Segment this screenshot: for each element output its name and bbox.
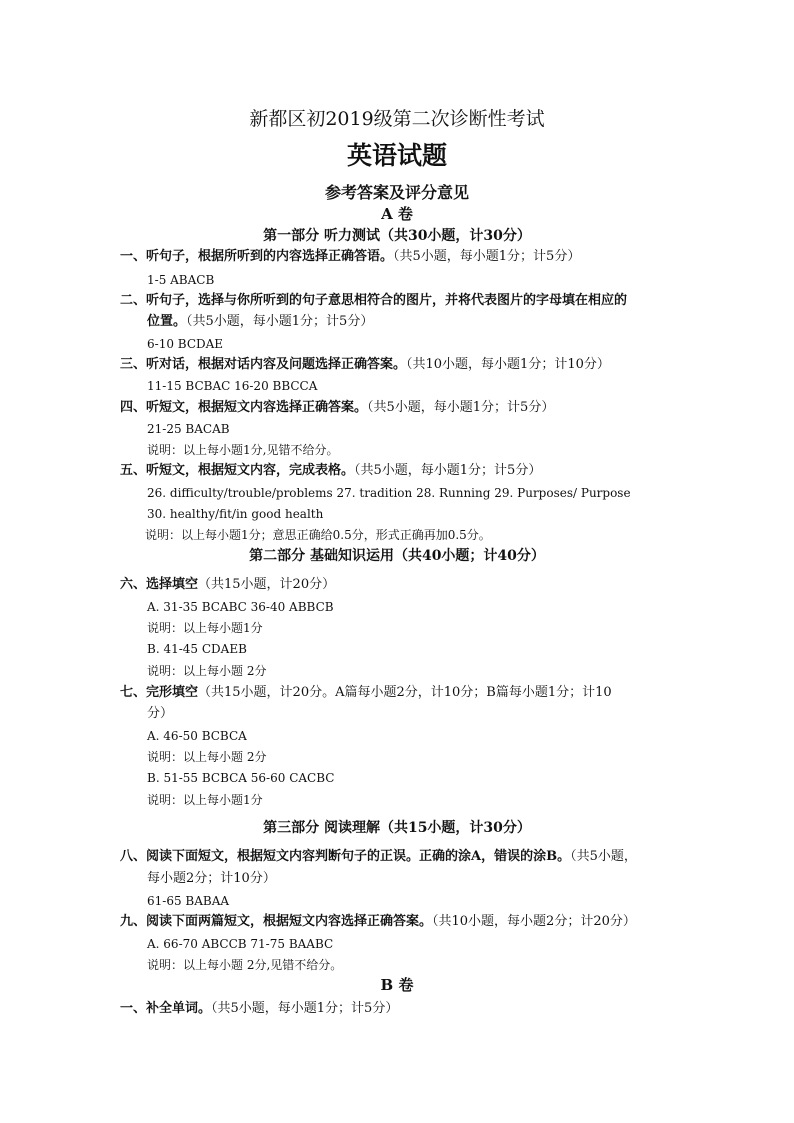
section-3-title: 三、听对话，根据对话内容及问题选择正确答案。	[120, 357, 407, 372]
section-6-answer-a: A. 31-35 BCABC 36-40 ABBCB	[147, 600, 334, 614]
section-1-answer: 1-5 ABACB	[147, 273, 215, 287]
section-1-question	[120, 248, 580, 266]
section-6-answer-b: B. 41-45 CDAEB	[147, 642, 247, 656]
section-2-answer: 6-10 BCDAE	[147, 337, 224, 351]
section-6-title: 六、选择填空	[120, 577, 199, 592]
section-8-answer: 61-65 BABAA	[147, 894, 230, 908]
section-6-score: （共15小题，计20分）	[198, 577, 336, 592]
section-7-note-b: 说明：以上每小题1分	[147, 793, 263, 807]
section-5-score: （共5小题，每小题1分；计5分）	[354, 463, 542, 478]
section-6-note-b: 说明：以上每小题 2分	[147, 664, 267, 678]
section-9-note: 说明：以上每小题 2分,见错不给分。	[147, 958, 343, 972]
section-2-title: 二、听句子，选择与你所听到的句子意思相符合的图片，并将代表图片的字母填在相应的	[120, 293, 628, 308]
document-type: 参考答案及评分意见	[324, 183, 469, 202]
section-7-answer-a: A. 46-50 BCBCA	[147, 729, 247, 743]
section-7-note-a: 说明：以上每小题 2分	[147, 750, 267, 764]
section-5-answer-line1: 26. difficulty/trouble/problems 27. tradition 28. Running 29. Purposes/ Purpose	[147, 486, 631, 500]
section-7-title: 七、完形填空	[120, 685, 199, 700]
section-7-score: （共15小题，计20分。A篇每小题2分，计10分；B篇每小题1分；计10	[198, 685, 612, 700]
section-1-title: 一、听句子，根据所听到的内容选择正确答语。	[120, 249, 394, 264]
section-8-score: （共5小题，	[570, 849, 637, 864]
section-5-note: 说明：以上每小题1分；意思正确给0.5分，形式正确再加0.5分。	[145, 528, 491, 542]
volume-b-heading: B 卷	[380, 976, 414, 994]
part2-heading: 第二部分 基础知识运用（共40小题；计40分）	[249, 548, 545, 564]
section-4-answer: 21-25 BACAB	[147, 422, 230, 436]
b-section-1-title: 一、补全单词。	[120, 1001, 212, 1016]
section-5-question	[120, 462, 541, 480]
section-5-title: 五、听短文，根据短文内容，完成表格。	[120, 463, 355, 478]
section-2-title-cont: 位置。	[147, 314, 187, 329]
section-5-answer-line2: 30. healthy/fit/in good health	[147, 507, 324, 521]
section-6-question	[120, 576, 335, 594]
part3-heading: 第三部分 阅读理解（共15小题，计30分）	[263, 820, 531, 836]
section-9-score: （共10小题，每小题2分；计20分）	[432, 914, 636, 929]
b-section-1-score: （共5小题，每小题1分；计5分）	[211, 1001, 399, 1016]
section-8-title: 八、阅读下面短文，根据短文内容判断句子的正误。正确的涂A，错误的涂B。	[120, 849, 571, 864]
section-9-answer: A. 66-70 ABCCB 71-75 BAABC	[147, 937, 334, 951]
section-7-question	[120, 684, 612, 702]
section-1-score: （共5小题，每小题1分；计5分）	[393, 249, 581, 264]
part1-heading: 第一部分 听力测试（共30小题，计30分）	[263, 228, 531, 244]
section-3-question	[120, 356, 610, 374]
section-3-score: （共10小题，每小题1分；计10分）	[406, 357, 610, 372]
subject-title: 英语试题	[346, 141, 447, 170]
section-2-question-cont	[147, 313, 373, 331]
b-section-1-question	[120, 1000, 398, 1018]
section-9-question	[120, 913, 636, 931]
section-4-question	[120, 399, 554, 417]
exam-title: 新都区初2019级第二次诊断性考试	[249, 108, 545, 130]
section-9-title: 九、阅读下面两篇短文，根据短文内容选择正确答案。	[120, 914, 433, 929]
section-3-answer: 11-15 BCBAC 16-20 BBCCA	[147, 379, 318, 393]
section-8-score-cont: 每小题2分；计10分）	[147, 871, 276, 886]
section-2-score: （共5小题，每小题1分；计5分）	[186, 314, 374, 329]
section-6-note-a: 说明：以上每小题1分	[147, 621, 263, 635]
section-7-score-cont: 分）	[147, 706, 174, 721]
section-7-answer-b: B. 51-55 BCBCA 56-60 CACBC	[147, 771, 335, 785]
section-4-score: （共5小题，每小题1分；计5分）	[367, 400, 555, 415]
section-8-question	[120, 848, 637, 866]
section-4-note: 说明：以上每小题1分,见错不给分。	[147, 443, 339, 457]
section-2-question	[120, 292, 627, 310]
volume-a-heading: A 卷	[381, 205, 413, 223]
section-4-title: 四、听短文，根据短文内容选择正确答案。	[120, 400, 368, 415]
